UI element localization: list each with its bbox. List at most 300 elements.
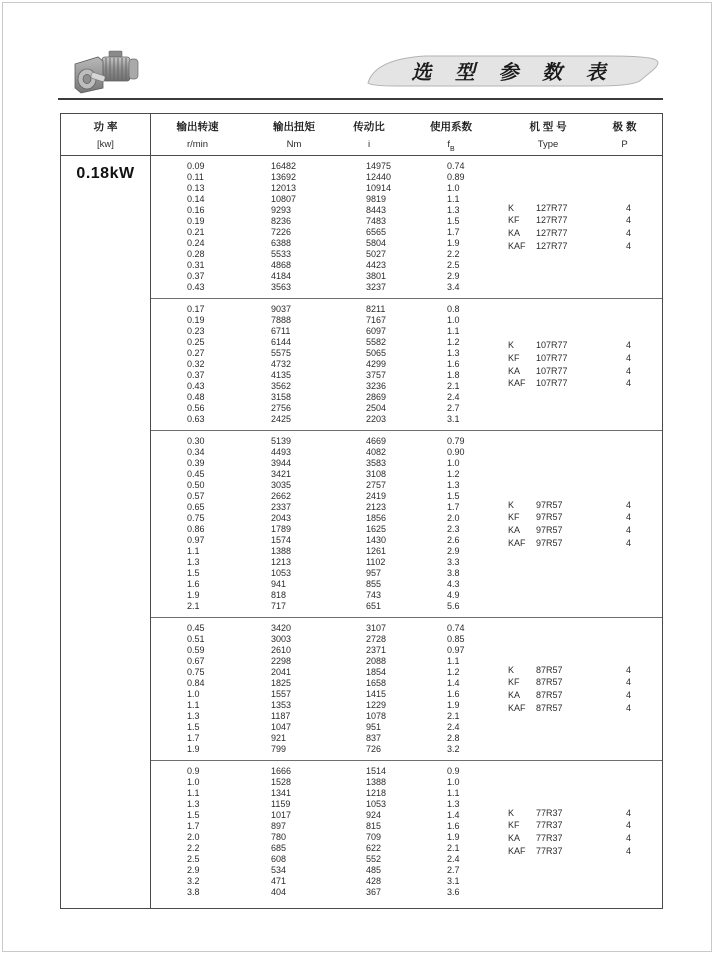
service-factor-value: 1.5 [447, 216, 460, 226]
ratio-value: 5804 [366, 238, 387, 248]
output-speed-value: 1.7 [187, 733, 200, 743]
service-factor-value: 3.3 [447, 557, 460, 567]
output-speed-value: 0.11 [187, 172, 204, 182]
ratio-value: 1658 [366, 678, 387, 688]
model-prefix: K [508, 807, 515, 818]
ratio-value: 4082 [366, 447, 387, 457]
model-prefix: KAF [508, 240, 526, 251]
service-factor-value: 1.3 [447, 205, 460, 215]
output-speed-value: 0.56 [187, 403, 205, 413]
model-code: 87R57 [536, 702, 563, 713]
model-code: 97R57 [536, 537, 563, 548]
service-factor-value: 1.0 [447, 458, 460, 468]
ratio-value: 1053 [366, 799, 387, 809]
output-speed-value: 1.5 [187, 722, 200, 732]
model-line [508, 227, 658, 240]
service-factor-value: 1.2 [447, 469, 460, 479]
output-torque-value: 5533 [271, 249, 292, 259]
output-torque-value: 3035 [271, 480, 292, 490]
output-torque-value: 1017 [271, 810, 292, 820]
service-factor-value: 1.9 [447, 700, 460, 710]
service-factor-value: 1.9 [447, 832, 460, 842]
ratio-value: 2728 [366, 634, 387, 644]
output-speed-value: 0.14 [187, 194, 205, 204]
ratio-value: 3107 [366, 623, 387, 633]
column-header-name: 输出扭矩 [273, 121, 315, 133]
ratio-value: 10914 [366, 183, 392, 193]
column-header-name: 传动比 [353, 121, 385, 133]
service-factor-value: 1.2 [447, 337, 460, 347]
ratio-value: 651 [366, 601, 382, 611]
service-factor-value: 1.6 [447, 689, 460, 699]
model-code: 107R77 [536, 378, 568, 389]
service-factor-value: 1.1 [447, 656, 460, 666]
output-torque-value: 3158 [271, 392, 292, 402]
output-speed-value: 0.84 [187, 678, 205, 688]
service-factor-value: 4.3 [447, 579, 460, 589]
model-line [508, 339, 658, 352]
model-prefix: KAF [508, 702, 526, 713]
output-torque-value: 799 [271, 744, 287, 754]
service-factor-value: 2.7 [447, 865, 460, 875]
output-torque-value: 2043 [271, 513, 292, 523]
model-line [508, 499, 658, 512]
model-prefix: KF [508, 352, 520, 363]
output-torque-value: 1574 [271, 535, 292, 545]
service-factor-value: 0.97 [447, 645, 465, 655]
ratio-value: 2869 [366, 392, 387, 402]
ratio-value: 1856 [366, 513, 387, 523]
ratio-value: 4299 [366, 359, 387, 369]
service-factor-value: 2.8 [447, 733, 460, 743]
service-factor-value: 2.4 [447, 854, 460, 864]
output-torque-value: 3420 [271, 623, 292, 633]
output-torque-value: 608 [271, 854, 287, 864]
service-factor-value: 2.9 [447, 546, 460, 556]
ratio-value: 485 [366, 865, 382, 875]
output-speed-value: 1.5 [187, 568, 200, 578]
ratio-value: 2371 [366, 645, 387, 655]
service-factor-value: 3.6 [447, 887, 460, 897]
ratio-value: 6097 [366, 326, 387, 336]
output-torque-value: 3421 [271, 469, 292, 479]
output-speed-value: 0.30 [187, 436, 205, 446]
model-code: 77R37 [536, 807, 563, 818]
output-speed-value: 0.23 [187, 326, 205, 336]
output-speed-value: 0.48 [187, 392, 205, 402]
column-header-name: 机 型 号 [529, 121, 567, 133]
column-header-unit: Nm [286, 139, 302, 150]
ratio-value: 951 [366, 722, 382, 732]
output-torque-value: 941 [271, 579, 287, 589]
ratio-value: 1229 [366, 700, 387, 710]
output-speed-value: 0.67 [187, 656, 205, 666]
model-line [508, 202, 658, 215]
output-speed-value: 0.28 [187, 249, 205, 259]
model-code: 77R37 [536, 845, 563, 856]
selection-table [60, 113, 663, 909]
output-speed-value: 0.65 [187, 502, 205, 512]
output-torque-value: 2425 [271, 414, 292, 424]
column-header-name: 功 率 [93, 121, 118, 133]
model-line [508, 524, 658, 537]
output-speed-value: 2.5 [187, 854, 200, 864]
output-torque-value: 2610 [271, 645, 292, 655]
ratio-value: 3757 [366, 370, 387, 380]
output-torque-value: 717 [271, 601, 287, 611]
service-factor-value: 0.74 [447, 161, 465, 171]
model-code: 97R57 [536, 525, 563, 535]
poles-value: 4 [626, 352, 632, 363]
ratio-value: 1854 [366, 667, 387, 677]
output-torque-value: 471 [271, 876, 287, 886]
model-prefix: K [508, 202, 515, 213]
ratio-value: 12440 [366, 172, 392, 182]
model-prefix: K [508, 664, 515, 675]
output-torque-value: 5575 [271, 348, 292, 358]
output-torque-value: 1353 [271, 700, 292, 710]
ratio-value: 815 [366, 821, 382, 831]
model-code: 77R37 [536, 833, 563, 843]
service-factor-value: 1.6 [447, 821, 460, 831]
output-speed-value: 0.63 [187, 414, 205, 424]
header-divider [58, 98, 663, 100]
model-code: 87R57 [536, 664, 563, 675]
output-torque-value: 534 [271, 865, 287, 875]
model-code: 87R57 [536, 677, 563, 688]
column-header [588, 114, 661, 155]
service-factor-value: 0.8 [447, 304, 460, 314]
model-prefix: KF [508, 215, 520, 226]
service-factor-value: 5.6 [447, 601, 460, 611]
ratio-value: 1430 [366, 535, 387, 545]
table-groups [151, 156, 662, 908]
column-header [151, 114, 244, 155]
service-factor-value: 0.90 [447, 447, 465, 457]
poles-value: 4 [626, 664, 632, 675]
service-factor-value: 2.1 [447, 711, 460, 721]
model-line [508, 240, 658, 253]
ratio-value: 1102 [366, 557, 386, 567]
ratio-value: 9819 [366, 194, 387, 204]
output-torque-value: 818 [271, 590, 287, 600]
ratio-value: 3583 [366, 458, 387, 468]
service-factor-value: 4.9 [447, 590, 460, 600]
service-factor-value: 1.3 [447, 348, 460, 358]
output-torque-value: 1528 [271, 777, 292, 787]
column-header-unit: f [447, 139, 450, 150]
output-speed-value: 2.1 [187, 601, 200, 611]
ratio-value: 552 [366, 854, 382, 864]
service-factor-value: 2.9 [447, 271, 460, 281]
output-speed-value: 1.5 [187, 810, 200, 820]
poles-value: 4 [626, 228, 632, 238]
ratio-value: 7167 [366, 315, 387, 325]
service-factor-value: 2.4 [447, 722, 460, 732]
ratio-value: 8443 [366, 205, 387, 215]
output-torque-value: 2662 [271, 491, 292, 501]
ratio-value: 428 [366, 876, 382, 886]
service-factor-value: 1.3 [447, 799, 460, 809]
ratio-value: 5582 [366, 337, 387, 347]
poles-value: 4 [626, 525, 632, 535]
output-speed-value: 0.59 [187, 645, 205, 655]
poles-value: 4 [626, 340, 632, 351]
service-factor-value: 0.89 [447, 172, 465, 182]
service-factor-value: 1.8 [447, 370, 460, 380]
output-torque-value: 1159 [271, 799, 291, 809]
output-speed-value: 0.45 [187, 623, 205, 633]
column-header-name: 输出转速 [176, 121, 219, 133]
ratio-value: 5065 [366, 348, 387, 358]
poles-value: 4 [626, 537, 632, 548]
poles-value: 4 [626, 845, 632, 856]
service-factor-value: 1.1 [447, 326, 460, 336]
output-speed-value: 0.24 [187, 238, 205, 248]
ratio-value: 2203 [366, 414, 387, 424]
output-torque-value: 2298 [271, 656, 292, 666]
output-speed-value: 1.0 [187, 689, 200, 699]
model-code: 107R77 [536, 365, 568, 376]
output-torque-value: 12013 [271, 183, 297, 193]
poles-value: 4 [626, 202, 632, 213]
column-header-unit-subscript: B [449, 146, 455, 154]
column-header-unit: [kw] [97, 139, 114, 150]
output-speed-value: 0.37 [187, 271, 205, 281]
model-prefix: KAF [508, 845, 526, 856]
poles-value: 4 [626, 807, 632, 818]
model-line [508, 689, 658, 702]
model-code: 97R57 [536, 499, 563, 510]
output-torque-value: 9037 [271, 304, 292, 314]
service-factor-value: 1.1 [447, 788, 460, 798]
gearmotor-photo-icon [71, 48, 145, 98]
ratio-value: 2088 [366, 656, 387, 666]
ratio-group-models [508, 618, 658, 760]
ratio-value: 622 [366, 843, 382, 853]
service-factor-value: 1.5 [447, 491, 460, 501]
output-speed-value: 0.75 [187, 513, 205, 523]
model-line [508, 702, 658, 715]
output-speed-value: 0.19 [187, 315, 205, 325]
column-header [344, 114, 394, 155]
output-speed-value: 1.1 [187, 788, 200, 798]
model-line [508, 352, 658, 365]
output-speed-value: 2.9 [187, 865, 200, 875]
model-code: 77R37 [536, 820, 563, 831]
service-factor-value: 2.6 [447, 535, 460, 545]
output-torque-value: 13692 [271, 172, 297, 182]
ratio-value: 1388 [366, 777, 387, 787]
column-header [244, 114, 344, 155]
output-speed-value: 2.0 [187, 832, 200, 842]
service-factor-value: 2.3 [447, 524, 460, 534]
ratio-group-models [508, 156, 658, 298]
model-code: 87R57 [536, 690, 563, 700]
poles-value: 4 [626, 240, 632, 251]
service-factor-value: 2.1 [447, 843, 460, 853]
output-speed-value: 0.75 [187, 667, 205, 677]
output-speed-value: 1.1 [187, 546, 200, 556]
output-torque-value: 3563 [271, 282, 292, 292]
ratio-value: 743 [366, 590, 382, 600]
page-title: 选 型 参 数 表 [411, 62, 615, 84]
poles-value: 4 [626, 499, 632, 510]
model-prefix: KAF [508, 378, 526, 389]
model-code: 107R77 [536, 352, 568, 363]
service-factor-value: 2.2 [447, 249, 460, 259]
column-header [394, 114, 508, 155]
output-speed-value: 2.2 [187, 843, 200, 853]
output-speed-value: 0.09 [187, 161, 205, 171]
ratio-value: 726 [366, 744, 382, 754]
model-code: 107R77 [536, 340, 568, 351]
output-torque-value: 3003 [271, 634, 292, 644]
output-torque-value: 1341 [271, 788, 292, 798]
title-banner [363, 49, 663, 91]
model-line [508, 511, 658, 524]
output-torque-value: 4732 [271, 359, 292, 369]
model-prefix: KAF [508, 537, 526, 548]
model-line [508, 664, 658, 677]
output-torque-value: 4868 [271, 260, 292, 270]
ratio-value: 8211 [366, 304, 386, 314]
output-torque-value: 1825 [271, 678, 292, 688]
poles-value: 4 [626, 820, 632, 831]
output-speed-value: 3.8 [187, 887, 200, 897]
poles-value: 4 [626, 365, 632, 376]
output-torque-value: 6388 [271, 238, 292, 248]
output-torque-value: 897 [271, 821, 287, 831]
model-line [508, 819, 658, 832]
output-torque-value: 685 [271, 843, 287, 853]
model-line [508, 365, 658, 378]
power-rating-label: 0.18kW [76, 165, 135, 182]
output-speed-value: 0.9 [187, 766, 200, 776]
column-header [61, 114, 151, 155]
service-factor-value: 1.0 [447, 777, 460, 787]
output-speed-value: 0.57 [187, 491, 205, 501]
column-header-unit: P [621, 139, 628, 150]
power-column [61, 156, 151, 908]
model-code: 127R77 [536, 202, 568, 213]
ratio-value: 5027 [366, 249, 387, 259]
table-header-row [61, 114, 662, 156]
service-factor-value: 3.1 [447, 876, 460, 886]
output-torque-value: 16482 [271, 161, 297, 171]
output-speed-value: 0.17 [187, 304, 205, 314]
ratio-group [151, 431, 662, 618]
service-factor-value: 1.7 [447, 502, 460, 512]
ratio-group [151, 618, 662, 761]
output-torque-value: 780 [271, 832, 287, 842]
output-torque-value: 1557 [271, 689, 292, 699]
output-speed-value: 0.34 [187, 447, 205, 457]
ratio-value: 3108 [366, 469, 387, 479]
catalog-page [2, 2, 712, 952]
model-line [508, 214, 658, 227]
ratio-group [151, 299, 662, 431]
output-speed-value: 1.9 [187, 744, 200, 754]
service-factor-value: 1.9 [447, 238, 460, 248]
model-prefix: KA [508, 228, 521, 238]
output-torque-value: 404 [271, 887, 287, 897]
service-factor-value: 3.2 [447, 744, 460, 754]
poles-value: 4 [626, 702, 632, 713]
output-torque-value: 9293 [271, 205, 292, 215]
output-torque-value: 4135 [271, 370, 292, 380]
output-torque-value: 1053 [271, 568, 292, 578]
service-factor-value: 1.2 [447, 667, 460, 677]
output-torque-value: 7226 [271, 227, 292, 237]
service-factor-value: 0.74 [447, 623, 465, 633]
output-torque-value: 6144 [271, 337, 292, 347]
output-speed-value: 1.3 [187, 711, 200, 721]
output-speed-value: 0.31 [187, 260, 205, 270]
ratio-group-models [508, 431, 658, 617]
output-torque-value: 1666 [271, 766, 292, 776]
column-header-unit: Type [537, 139, 559, 150]
service-factor-value: 1.1 [447, 194, 460, 204]
output-torque-value: 1047 [271, 722, 292, 732]
table-body [61, 156, 662, 908]
output-speed-value: 0.21 [187, 227, 205, 237]
model-code: 97R57 [536, 512, 563, 523]
output-speed-value: 0.39 [187, 458, 205, 468]
output-torque-value: 2337 [271, 502, 292, 512]
service-factor-value: 0.79 [447, 436, 465, 446]
service-factor-value: 2.1 [447, 381, 460, 391]
ratio-group [151, 156, 662, 299]
ratio-value: 14975 [366, 161, 392, 171]
service-factor-value: 1.6 [447, 359, 460, 369]
output-speed-value: 0.25 [187, 337, 205, 347]
ratio-value: 3801 [366, 271, 387, 281]
ratio-value: 1415 [366, 689, 387, 699]
output-torque-value: 2041 [271, 667, 292, 677]
service-factor-value: 2.5 [447, 260, 460, 270]
output-speed-value: 0.32 [187, 359, 205, 369]
service-factor-value: 0.85 [447, 634, 465, 644]
output-speed-value: 0.97 [187, 535, 205, 545]
model-prefix: K [508, 340, 515, 351]
ratio-value: 957 [366, 568, 382, 578]
ratio-value: 367 [366, 887, 382, 897]
ratio-value: 2504 [366, 403, 387, 413]
model-line [508, 377, 658, 390]
output-speed-value: 0.16 [187, 205, 205, 215]
service-factor-value: 3.4 [447, 282, 460, 292]
output-speed-value: 0.45 [187, 469, 205, 479]
service-factor-value: 1.4 [447, 678, 460, 688]
column-header-unit: r/min [186, 139, 209, 150]
model-prefix: KA [508, 690, 521, 700]
output-speed-value: 1.0 [187, 777, 200, 787]
ratio-value: 1514 [366, 766, 387, 776]
model-prefix: KA [508, 525, 521, 535]
column-header-name: 极 数 [612, 121, 637, 133]
output-torque-value: 5139 [271, 436, 292, 446]
model-line [508, 537, 658, 550]
output-torque-value: 4493 [271, 447, 292, 457]
output-speed-value: 0.43 [187, 282, 205, 292]
ratio-value: 855 [366, 579, 382, 589]
column-header [508, 114, 588, 155]
model-prefix: KF [508, 820, 520, 831]
output-speed-value: 0.86 [187, 524, 205, 534]
output-speed-value: 0.27 [187, 348, 205, 358]
model-prefix: KF [508, 512, 520, 523]
